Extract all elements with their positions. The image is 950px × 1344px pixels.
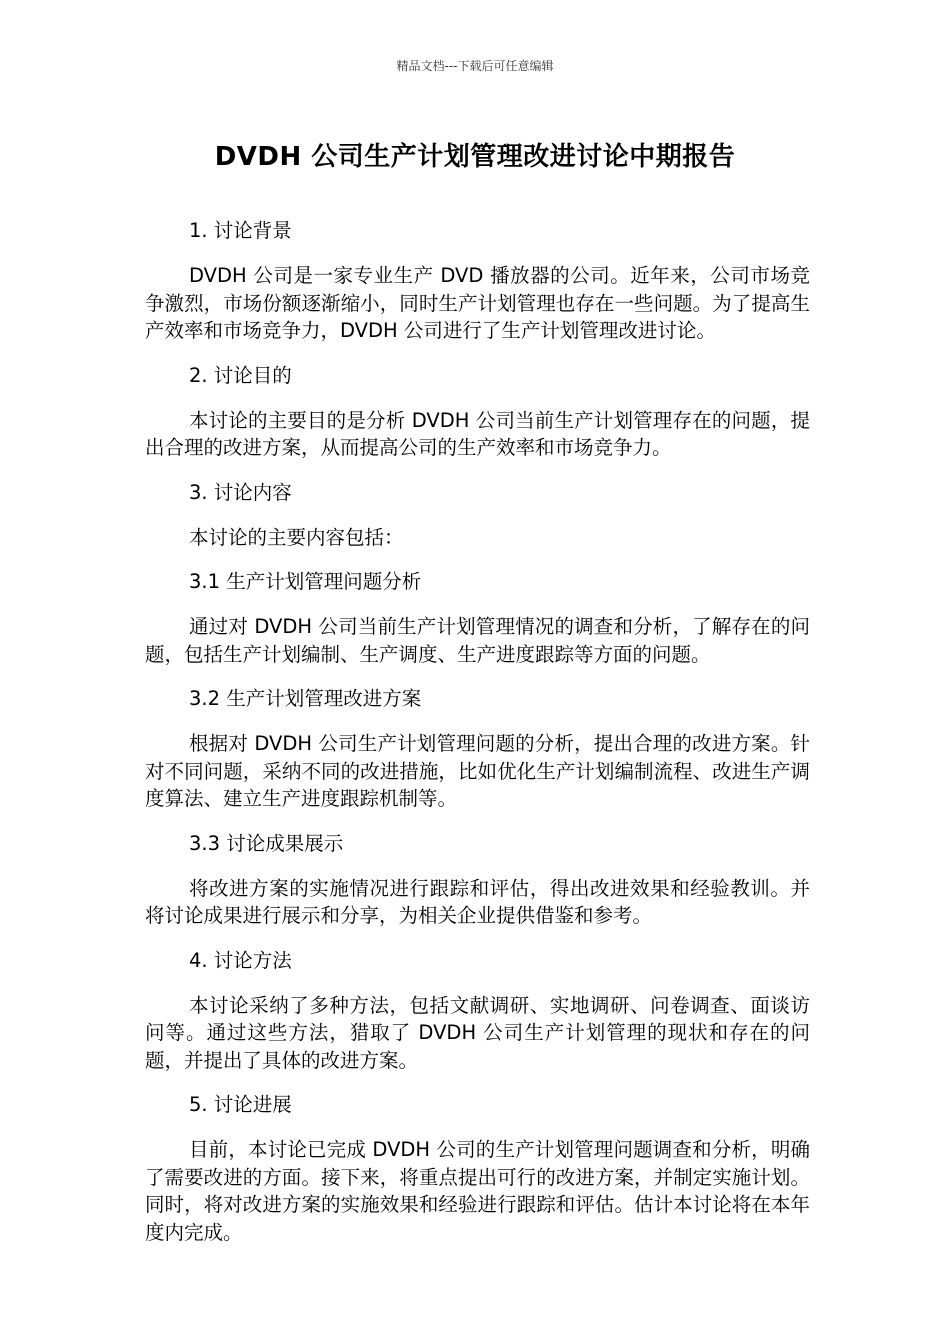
section-heading-3-3: 3.3 讨论成果展示: [189, 831, 344, 855]
section-heading-3-2: 3.2 生产计划管理改进方案: [189, 687, 422, 710]
section-heading-progress: 5. 讨论进展: [189, 1093, 292, 1116]
section-heading-content: 3. 讨论内容: [189, 480, 292, 504]
paragraph-methods: 本讨论采纳了多种方法，包括文献调研、实地调研、问卷调查、面谈访问等。通过这些方法，猎取了 DVDH 公司生产计划管理的现状和存在的问题，并提出了具体的改进方案。: [145, 993, 810, 1072]
page-header: 精品文档---下载后可任意编辑: [396, 59, 554, 73]
document-body: [145, 216, 810, 1262]
document-title: DVDH 公司生产计划管理改进讨论中期报告: [214, 142, 736, 172]
paragraph-progress: 目前，本讨论已完成 DVDH 公司的生产计划管理问题调查和分析，明确了需要改进的方面。接下来，将重点提出可行的改进方案，并制定实施计划。同时，将对改进方案的实施效果和经验进行跟踪和评估。估计本讨论将在本年度内完成。: [145, 1138, 810, 1244]
paragraph-content-intro: 本讨论的主要内容包括：: [189, 525, 404, 549]
paragraph-3-3: 将改进方案的实施情况进行跟踪和评估，得出改进效果和经验教训。并将讨论成果进行展示和分享，为相关企业提供借鉴和参考。: [145, 876, 810, 927]
paragraph-3-2: 根据对 DVDH 公司生产计划管理问题的分析，提出合理的改进方案。针对不同问题，采纳不同的改进措施，比如优化生产计划编制流程、改进生产调度算法、建立生产进度跟踪机制等。: [145, 732, 810, 810]
section-heading-background: 1. 讨论背景: [189, 219, 292, 242]
paragraph-purpose: 本讨论的主要目的是分析 DVDH 公司当前生产计划管理存在的问题，提出合理的改进方案，从而提高公司的生产效率和市场竞争力。: [145, 408, 810, 459]
section-heading-3-1: 3.1 生产计划管理问题分析: [189, 570, 422, 593]
paragraph-3-1: 通过对 DVDH 公司当前生产计划管理情况的调查和分析，了解存在的问题，包括生产计划编制、生产调度、生产进度跟踪等方面的问题。: [145, 615, 810, 666]
section-heading-methods: 4. 讨论方法: [189, 948, 292, 972]
paragraph-background: DVDH 公司是一家专业生产 DVD 播放器的公司。近年来，公司市场竞争激烈，市场份额逐渐缩小，同时生产计划管理也存在一些问题。为了提高生产效率和市场竞争力，DVDH 公司进行了生产计划管理改进讨论。: [145, 264, 810, 342]
section-heading-purpose: 2. 讨论目的: [189, 363, 292, 387]
